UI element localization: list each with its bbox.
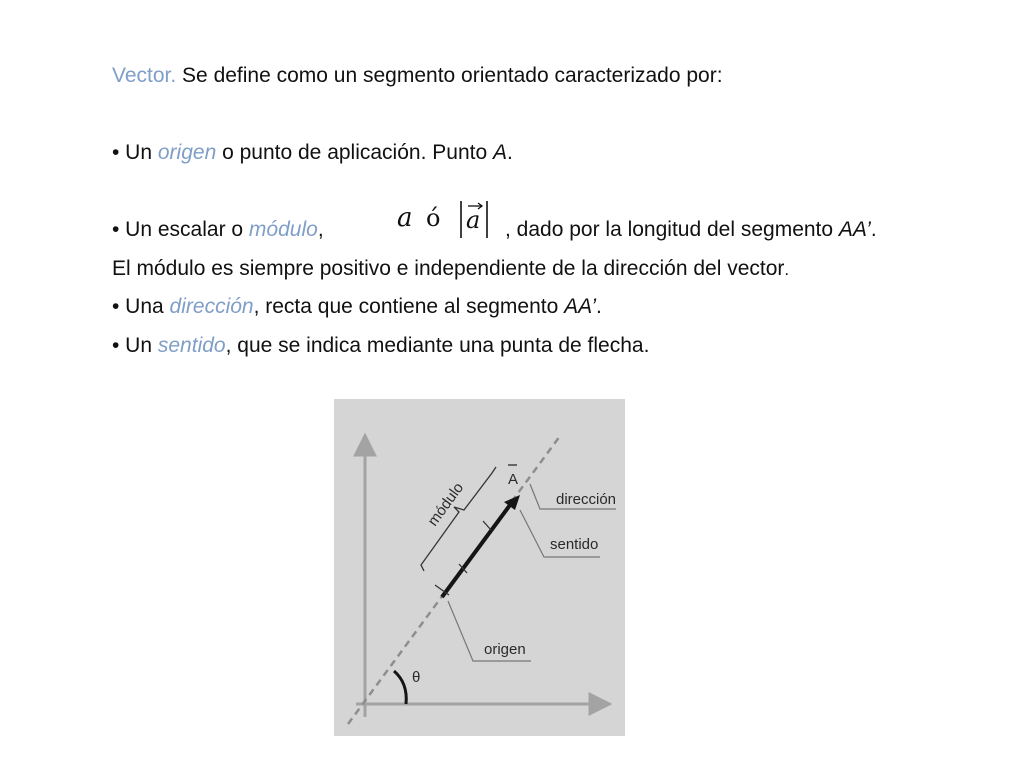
theta-arc — [394, 671, 406, 704]
label-theta: θ — [412, 669, 421, 686]
bullet-origin — [112, 140, 513, 166]
label-origen: origen — [484, 641, 526, 658]
formula-or: ó — [426, 204, 441, 232]
modulus-note-text: El módulo es siempre positivo e independiente de la dirección del vector — [112, 257, 785, 280]
vector-diagram-svg — [334, 399, 625, 736]
bullet-direction-prefix: • Una — [112, 295, 170, 318]
keyword-direccion: dirección — [169, 295, 254, 318]
bullet-modulus-continued — [505, 217, 877, 243]
modulus-note-end: . — [784, 260, 790, 279]
bullet-direction-end: . — [596, 295, 602, 318]
bullet-modulus-text: , dado por la longitud del segmento — [505, 218, 839, 241]
label-point-a: A — [508, 471, 519, 488]
keyword-modulo: módulo — [248, 218, 318, 241]
segment-aa-direction: AA’ — [564, 295, 597, 318]
label-direccion: dirección — [556, 491, 617, 508]
label-sentido: sentido — [550, 536, 599, 553]
formula-symbol: a — [397, 203, 413, 233]
label-modulo: módulo — [424, 479, 468, 530]
point-a: A — [492, 141, 507, 164]
bullet-sense — [112, 333, 649, 359]
modulus-note — [112, 256, 789, 283]
keyword-origen: origen — [157, 141, 217, 164]
bullet-sense-prefix: • Un — [112, 334, 158, 357]
bullet-origin-text: o punto de aplicación. Punto — [216, 141, 493, 164]
bullet-origin-end: . — [506, 141, 513, 164]
definition-term: Vector. — [112, 64, 177, 87]
bullet-modulus-end: . — [870, 218, 877, 241]
definition-text: Se define como un segmento orientado caracterizado por: — [176, 64, 723, 87]
segment-aa-modulus: AA’ — [838, 218, 871, 241]
vector-segment — [442, 505, 510, 597]
bullet-direction-text: , recta que contiene al segmento — [253, 295, 565, 318]
bullet-sense-text: , que se indica mediante una punta de flecha. — [225, 334, 650, 357]
formula-abs-symbol: a — [466, 206, 481, 234]
modulus-formula-graphic — [393, 196, 493, 240]
bullet-direction — [112, 294, 602, 320]
modulus-formula — [393, 196, 493, 240]
bullet-modulus — [112, 217, 324, 243]
keyword-sentido: sentido — [157, 334, 226, 357]
bullet-modulus-prefix: • Un escalar o — [112, 218, 249, 241]
vector-diagram — [334, 399, 625, 736]
bullet-modulus-comma: , — [317, 218, 324, 241]
tick-mid-2 — [483, 521, 491, 530]
bullet-origin-prefix: • Un — [112, 141, 158, 164]
definition-line — [112, 63, 723, 89]
